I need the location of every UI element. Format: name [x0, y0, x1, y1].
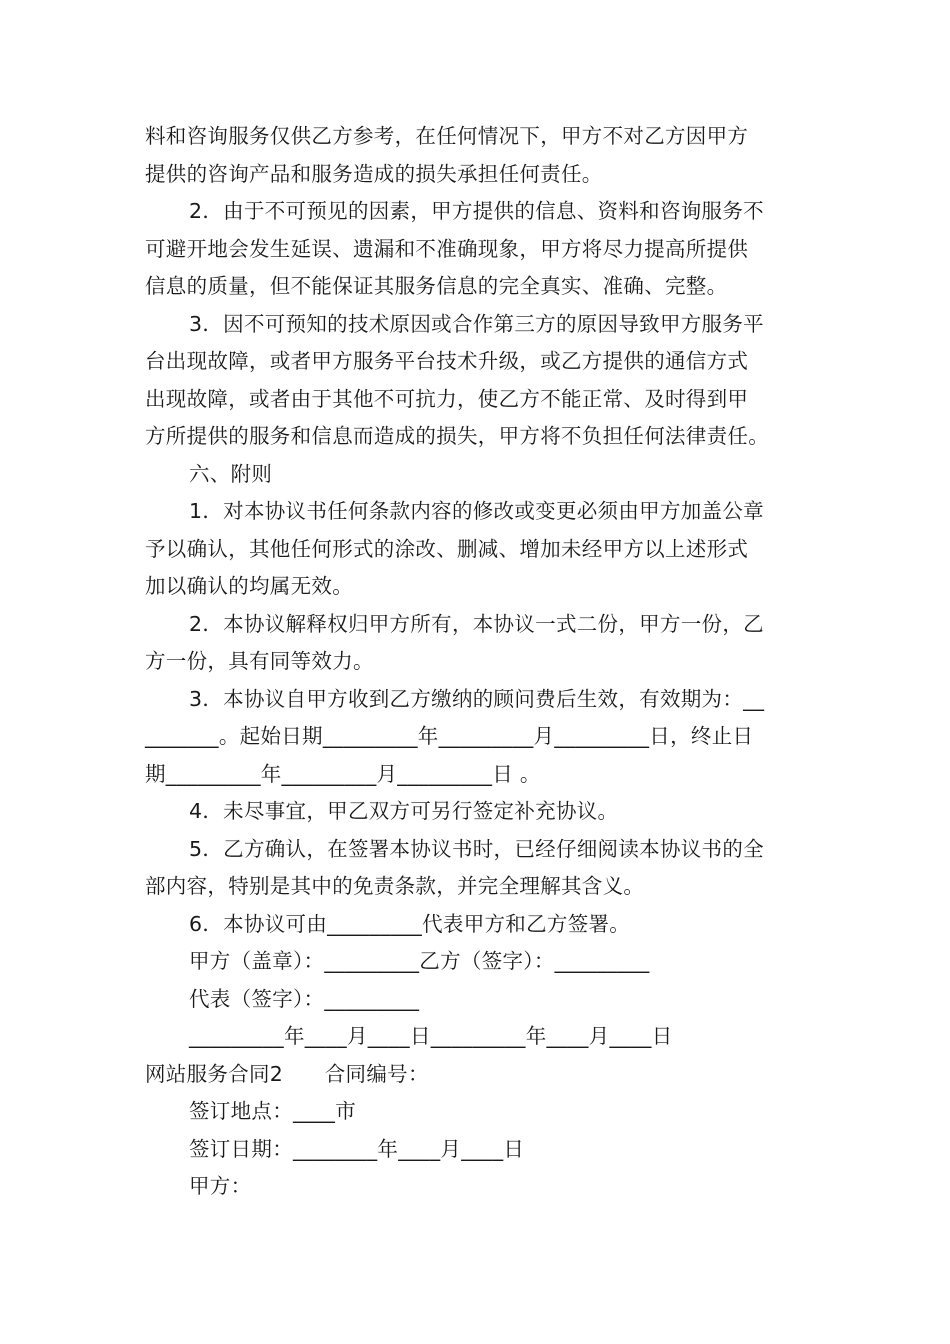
document-line: 料和咨询服务仅供乙方参考，在任何情况下，甲方不对乙方因甲方 [145, 124, 749, 148]
document-line: 甲方： [189, 1174, 252, 1198]
document-line: 方所提供的服务和信息而造成的损失，甲方将不负担任何法律责任。 [145, 424, 769, 448]
document-line: 部内容，特别是其中的免责条款，并完全理解其含义。 [145, 874, 645, 898]
document-line: 3．本协议自甲方收到乙方缴纳的顾问费后生效，有效期为：__ [189, 686, 765, 711]
document-line: 信息的质量，但不能保证其服务信息的完全真实、准确、完整。 [145, 274, 728, 298]
document-line: 台出现故障，或者甲方服务平台技术升级，或乙方提供的通信方式 [145, 349, 749, 373]
document-line: 4．未尽事宜，甲乙双方可另行签定补充协议。 [189, 799, 619, 823]
document-line: 网站服务合同2 合同编号： [145, 1061, 429, 1086]
document-line: 3．因不可预知的技术原因或合作第三方的原因导致甲方服务平 [189, 311, 764, 336]
document-line: 提供的咨询产品和服务造成的损失承担任何责任。 [145, 161, 603, 186]
document-page [145, 118, 810, 1206]
document-line: 6．本协议可由_________代表甲方和乙方签署。 [189, 911, 631, 936]
document-line: 2．由于不可预见的因素，甲方提供的信息、资料和咨询服务不 [189, 199, 764, 223]
document-line: 予以确认，其他任何形式的涂改、删减、增加未经甲方以上述形式 [145, 536, 749, 561]
document-line: 5．乙方确认，在签署本协议书时，已经仔细阅读本协议书的全 [189, 836, 764, 861]
document-line: 甲方（盖章）：_________乙方（签字）：_________ [189, 949, 650, 973]
document-line: 可避开地会发生延误、遗漏和不准确现象，甲方将尽力提高所提供 [145, 236, 749, 261]
document-line: _________年____月____日_________年____月____日 [189, 1024, 673, 1048]
document-line: _______。起始日期_________年_________月_________日，终止日 [145, 724, 754, 748]
document-line: 1．对本协议书任何条款内容的修改或变更必须由甲方加盖公章 [189, 499, 764, 523]
document-line: 六、附则 [189, 461, 273, 486]
document-line: 加以确认的均属无效。 [145, 574, 353, 598]
document-line: 代表（签字）：_________ [189, 986, 420, 1011]
document-line: 方一份，具有同等效力。 [145, 649, 374, 673]
document-line: 2．本协议解释权归甲方所有，本协议一式二份，甲方一份，乙 [189, 611, 764, 636]
document-line: 签订地点：____市 [189, 1099, 356, 1123]
document-line: 期_________年_________月_________日 。 [145, 761, 541, 786]
document-line: 签订日期：________年____月____日 [189, 1136, 525, 1161]
document-line: 出现故障，或者由于其他不可抗力，使乙方不能正常、及时得到甲 [145, 386, 749, 411]
